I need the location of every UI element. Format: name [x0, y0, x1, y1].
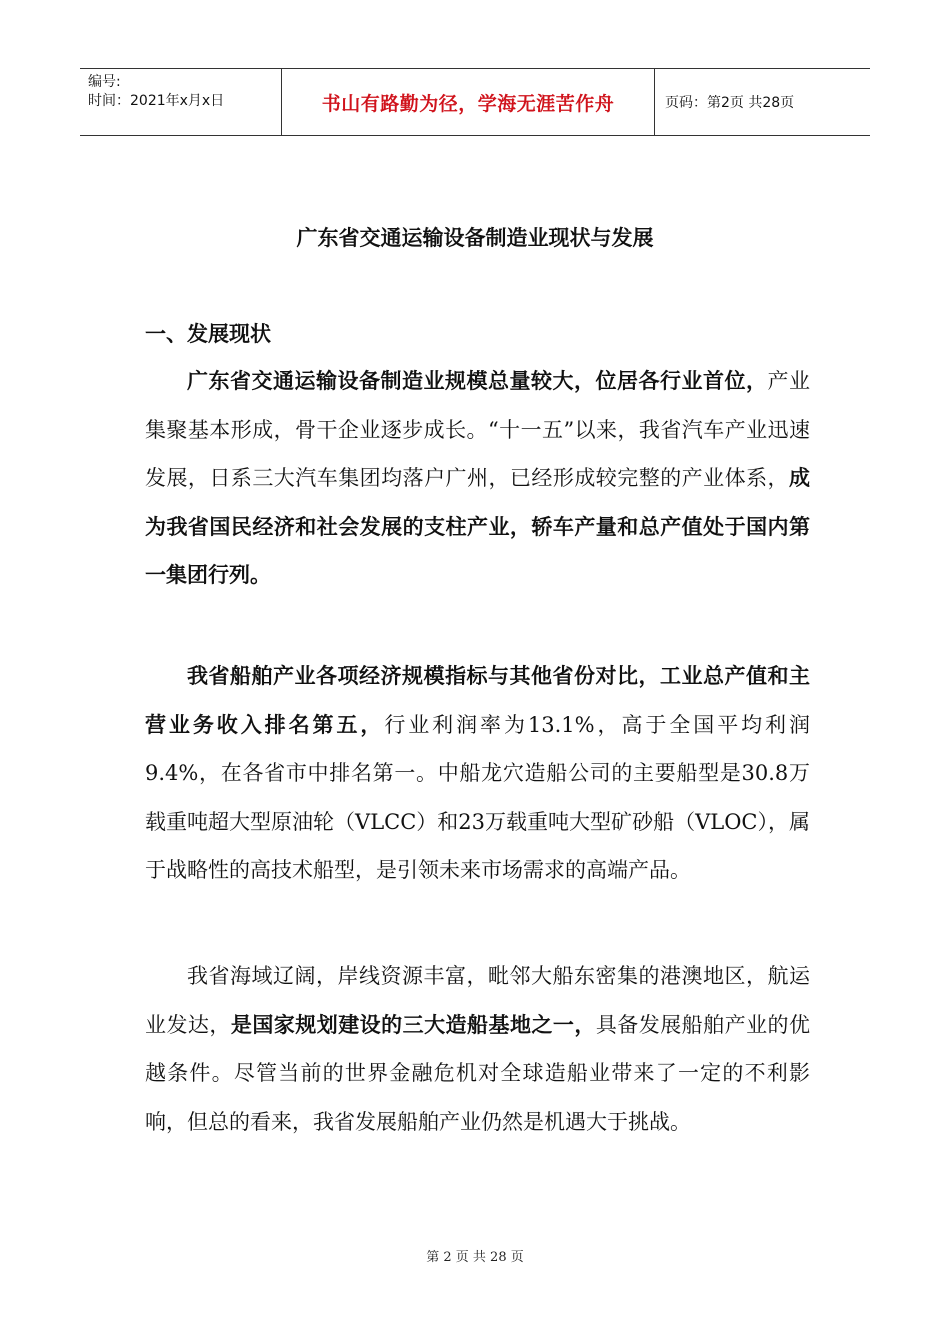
time-label: 时间：2021年x月x日 — [88, 93, 225, 109]
text-run: 我省海域辽阔，岸线资源丰富，毗邻大船东密集的港澳地区，航运业发达， — [145, 964, 810, 1037]
motto-text: 书山有路勤为径，学海无涯苦作舟 — [321, 92, 615, 115]
bold-text-run: 成为我省国民经济和社会发展的支柱产业，轿车产量和总产值处于国内第一集团行列。 — [145, 466, 810, 587]
header-motto-cell — [282, 69, 655, 135]
section-heading: 一、发展现状 — [145, 322, 271, 346]
text-run: 产业集聚基本形成，骨干企业逐步成长。“十一五”以来，我省汽车产业迅速发展，日系三大汽车集团均落户广州，已经形成较完整的产业体系， — [145, 369, 810, 490]
paragraph-3 — [145, 952, 810, 1146]
text-run: 具备发展船舶产业的优越条件。尽管当前的世界金融危机对全球造船业带来了一定的不利影响，但总的看来，我省发展船舶产业仍然是机遇大于挑战。 — [145, 1012, 811, 1134]
header-meta — [80, 69, 282, 135]
page-info-text: 页码：第2页 共28页 — [665, 95, 795, 111]
paragraph-2 — [145, 652, 810, 895]
bold-text-run: 广东省交通运输设备制造业规模总量较大，位居各行业首位， — [187, 369, 768, 393]
number-label: 编号: — [88, 74, 121, 90]
paragraph-1 — [145, 357, 810, 600]
text-run: 行业利润率为13.1%，高于全国平均利润9.4%，在各省市中排名第一。中船龙穴造船公司的主要船型是30.8万载重吨超大型原油轮（VLCC）和23万载重吨大型矿砂船（VLOC），属于战略性的高技术船型，是引领未来市场需求的高端产品。 — [145, 712, 810, 882]
bold-text-run: 我省船舶产业各项经济规模指标与其他省份对比，工业总产值和主营业务收入排名第五， — [145, 664, 810, 737]
page-footer: 第 2 页 共 28 页 — [426, 1250, 524, 1265]
bold-text-run: 是国家规划建设的三大造船基地之一， — [230, 1012, 596, 1037]
page-header — [80, 68, 870, 136]
document-title: 广东省交通运输设备制造业现状与发展 — [296, 226, 654, 250]
header-page-info — [655, 69, 870, 135]
